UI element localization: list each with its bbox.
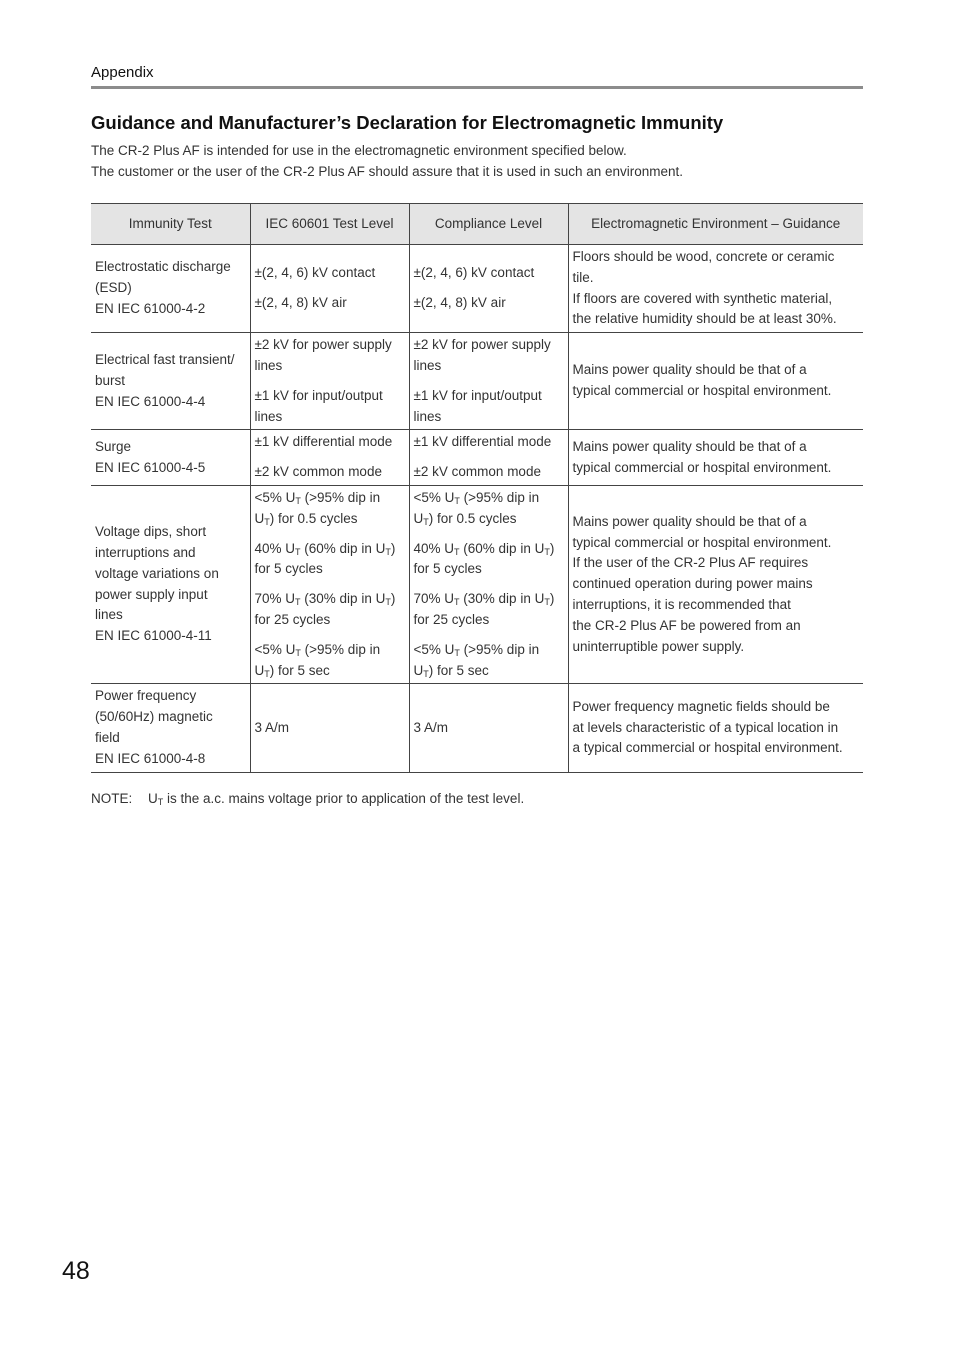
cell-line: EN IEC 61000-4-11 bbox=[95, 628, 212, 644]
cell-guidance bbox=[568, 333, 863, 430]
cell-compliance bbox=[409, 485, 568, 683]
cell-line: lines bbox=[254, 357, 283, 373]
cell-line: $U_T$) for 5 sec bbox=[254, 662, 330, 679]
header-test-level-line: IEC 60601 bbox=[265, 215, 330, 231]
cell-line: EN IEC 61000-4-2 bbox=[95, 300, 206, 316]
cell-line: If the user of the CR-2 Plus AF requires bbox=[572, 555, 809, 571]
cell-test bbox=[91, 430, 250, 486]
cell-line: at levels characteristic of a typical location in bbox=[572, 719, 839, 735]
cell-line: <5% $U_T$ (>95% dip in bbox=[413, 489, 540, 506]
cell-line: EN IEC 61000-4-4 bbox=[95, 393, 206, 409]
cell-line: field bbox=[95, 729, 120, 745]
cell-line: ±2 kV common mode bbox=[254, 464, 382, 480]
cell-line: a typical commercial or hospital environment. bbox=[572, 740, 843, 756]
cell-line: typical commercial or hospital environment. bbox=[572, 383, 832, 399]
cell-line: $U_T$) for 0.5 cycles bbox=[254, 510, 358, 527]
cell-line: Mains power quality should be that of a bbox=[572, 513, 807, 529]
cell-line: EN IEC 61000-4-5 bbox=[95, 459, 206, 475]
cell-compliance: 3 A/m bbox=[409, 684, 568, 772]
cell-line: ±1 kV differential mode bbox=[413, 434, 552, 450]
cell-line: 70% $U_T$ (30% dip in $U_T$) bbox=[413, 591, 555, 608]
cell-line: for 25 cycles bbox=[254, 611, 331, 627]
cell-line: the CR-2 Plus AF be powered from an bbox=[572, 617, 801, 633]
cell-line: 40% $U_T$ (60% dip in $U_T$) bbox=[254, 540, 396, 557]
header-test-level bbox=[250, 204, 409, 245]
cell-line: <5% $U_T$ (>95% dip in bbox=[254, 641, 381, 658]
compliance-entry bbox=[414, 640, 564, 682]
cell-line: interruptions, it is recommended that bbox=[572, 597, 791, 613]
compliance-entry bbox=[414, 488, 564, 530]
table-row-power-frequency bbox=[91, 684, 863, 772]
cell-line: power supply input bbox=[95, 586, 208, 602]
level-entry bbox=[255, 488, 405, 530]
level-entry bbox=[255, 589, 405, 631]
compliance-entry bbox=[414, 589, 564, 631]
cell-line: ±2 kV for power supply bbox=[413, 337, 551, 353]
table-row-eft bbox=[91, 333, 863, 430]
note-text: is the a.c. mains voltage prior to application of the test level. bbox=[163, 791, 525, 806]
cell-line: typical commercial or hospital environment. bbox=[572, 534, 832, 550]
cell-compliance bbox=[409, 333, 568, 430]
table-row-voltage-dips bbox=[91, 485, 863, 683]
cell-line: Mains power quality should be that of a bbox=[572, 438, 807, 454]
page-number: 48 bbox=[62, 1257, 90, 1285]
cell-line: Floors should be wood, concrete or ceramic bbox=[572, 249, 835, 264]
note-label: NOTE: bbox=[91, 791, 133, 806]
cell-line: If floors are covered with synthetic material, bbox=[572, 290, 833, 306]
header-immunity-test: Immunity Test bbox=[91, 204, 250, 245]
cell-line: tile. bbox=[572, 269, 594, 285]
cell-guidance bbox=[568, 430, 863, 486]
cell-line: ±(2, 4, 8) kV air bbox=[413, 295, 506, 311]
cell-line: Mains power quality should be that of a bbox=[572, 362, 807, 378]
cell-line: typical commercial or hospital environment. bbox=[572, 459, 832, 475]
cell-test-level: 3 A/m bbox=[250, 684, 409, 772]
cell-line: lines bbox=[95, 607, 123, 623]
cell-test-level bbox=[250, 245, 409, 333]
cell-line: Power frequency bbox=[95, 688, 197, 704]
cell-test-level bbox=[250, 485, 409, 683]
level-entry bbox=[255, 539, 405, 581]
cell-line: interruptions and bbox=[95, 545, 196, 561]
cell-line: continued operation during power mains bbox=[572, 576, 813, 592]
cell-line: for 5 cycles bbox=[413, 561, 482, 577]
cell-line: ±1 kV differential mode bbox=[254, 434, 393, 450]
cell-line: ±1 kV for input/output bbox=[413, 387, 542, 403]
cell-line: ±(2, 4, 6) kV contact bbox=[413, 265, 535, 281]
cell-line: 40% $U_T$ (60% dip in $U_T$) bbox=[413, 540, 555, 557]
cell-line: <5% $U_T$ (>95% dip in bbox=[413, 641, 540, 658]
cell-line: $U_T$) for 5 sec bbox=[413, 662, 489, 679]
table-row-surge bbox=[91, 430, 863, 486]
cell-test-level bbox=[250, 333, 409, 430]
cell-line: lines bbox=[413, 408, 442, 424]
cell-line: for 5 cycles bbox=[254, 561, 323, 577]
cell-line: ±2 kV common mode bbox=[413, 464, 541, 480]
cell-line: lines bbox=[413, 357, 442, 373]
cell-line: (50/60Hz) magnetic bbox=[95, 709, 213, 725]
header-compliance-level: Compliance Level bbox=[409, 204, 568, 245]
cell-line: ±2 kV for power supply bbox=[254, 337, 392, 353]
cell-guidance bbox=[568, 684, 863, 772]
page-title: Guidance and Manufacturer’s Declaration for Electromagnetic Immunity bbox=[91, 112, 724, 133]
cell-compliance bbox=[409, 430, 568, 486]
cell-test bbox=[91, 684, 250, 772]
header-guidance: Electromagnetic Environment – Guidance bbox=[568, 204, 863, 245]
section-label: Appendix bbox=[91, 64, 154, 81]
cell-line: Electrostatic discharge bbox=[95, 259, 231, 275]
cell-line: lines bbox=[254, 408, 283, 424]
cell-test bbox=[91, 333, 250, 430]
note-symbol: U bbox=[148, 791, 158, 806]
cell-line: ±(2, 4, 6) kV contact bbox=[254, 265, 376, 281]
cell-test-level bbox=[250, 430, 409, 486]
intro-line: The customer or the user of the CR-2 Plus AF should assure that it is used in such an environment. bbox=[91, 164, 684, 179]
note-subscript: T bbox=[157, 797, 164, 807]
header-test-level-line: Test Level bbox=[332, 215, 394, 231]
cell-line: (ESD) bbox=[95, 280, 132, 296]
cell-line: Voltage dips, short bbox=[95, 524, 207, 540]
cell-test bbox=[91, 245, 250, 333]
table-header-row bbox=[91, 204, 863, 245]
header-rule bbox=[91, 86, 863, 89]
cell-line: burst bbox=[95, 372, 126, 388]
cell-line: Power frequency magnetic fields should be bbox=[572, 698, 830, 714]
cell-line: ±(2, 4, 8) kV air bbox=[254, 295, 347, 311]
cell-line: $U_T$) for 0.5 cycles bbox=[413, 510, 517, 527]
table-row-esd bbox=[91, 245, 863, 333]
cell-line: the relative humidity should be at least 30%. bbox=[572, 311, 837, 327]
cell-line: Surge bbox=[95, 438, 132, 454]
intro-line: The CR-2 Plus AF is intended for use in the electromagnetic environment specified below. bbox=[91, 143, 627, 158]
cell-compliance bbox=[409, 245, 568, 333]
cell-line: <5% $U_T$ (>95% dip in bbox=[254, 489, 381, 506]
cell-test bbox=[91, 485, 250, 683]
cell-line: 70% $U_T$ (30% dip in $U_T$) bbox=[254, 591, 396, 608]
cell-line: Electrical fast transient/ bbox=[95, 352, 235, 368]
cell-line: ±1 kV for input/output bbox=[254, 387, 383, 403]
cell-line: uninterruptible power supply. bbox=[572, 638, 745, 654]
compliance-entry bbox=[414, 539, 564, 581]
immunity-table bbox=[91, 203, 863, 773]
cell-line: EN IEC 61000-4-8 bbox=[95, 750, 206, 766]
cell-line: for 25 cycles bbox=[413, 611, 490, 627]
intro-paragraph bbox=[91, 140, 683, 182]
cell-guidance bbox=[568, 245, 863, 333]
cell-line: voltage variations on bbox=[95, 565, 219, 581]
level-entry bbox=[255, 640, 405, 682]
cell-guidance bbox=[568, 485, 863, 683]
table-note bbox=[91, 791, 524, 806]
